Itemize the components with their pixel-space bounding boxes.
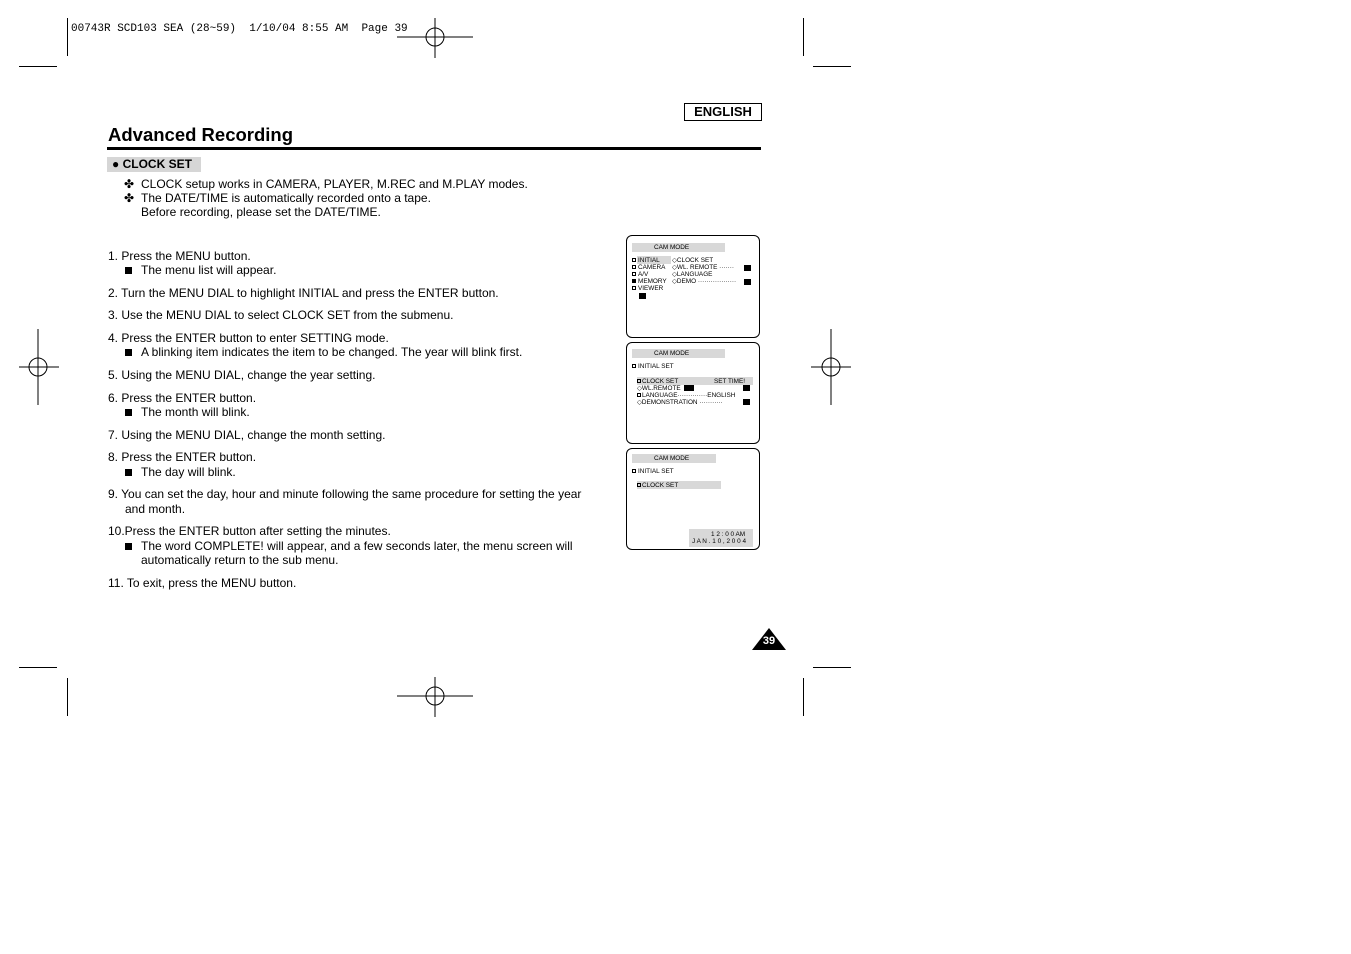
page-number: 39 [762, 635, 776, 647]
viewer-icon [632, 286, 636, 290]
screen-date: J A N . 1 0 , 2 0 0 4 [692, 538, 746, 545]
menu-screen-1: CAM MODE INITIAL CAMERA A/V MEMORY VIEWER ◇CLOCK SET ◇WL. REMOTE ······· ◇LANGUAGE ◇DEMO ·················· [626, 235, 760, 338]
step-8: 8. Press the ENTER button. [108, 450, 257, 464]
cross-icon: ✤ [124, 191, 135, 205]
folder-icon [632, 364, 636, 368]
value-block-icon [684, 385, 694, 391]
camera-icon [632, 265, 636, 269]
registration-mark-left [19, 329, 59, 405]
set-time-label: SET TIME! [714, 378, 746, 385]
step-9-cont: and month. [125, 502, 186, 516]
folder-icon [632, 258, 636, 262]
registration-mark-bottom [397, 677, 473, 717]
value-block-icon [743, 385, 750, 391]
square-bullet-icon [125, 409, 132, 416]
language-label: ENGLISH [684, 103, 762, 121]
square-bullet-icon [125, 543, 132, 550]
step-4: 4. Press the ENTER button to enter SETTING mode. [108, 331, 389, 345]
value-block-icon [743, 399, 750, 405]
section-label: ● CLOCK SET [107, 157, 201, 172]
value-block-icon [744, 265, 751, 271]
screen-heading: INITIAL SET [638, 468, 674, 475]
print-header: 00743R SCD103 SEA (28~59) 1/10/04 8:55 AM Page 39 [71, 23, 408, 35]
screen-mode: CAM MODE [654, 455, 690, 462]
screen-time: 1 2 : 0 0 AM [711, 531, 746, 538]
registration-mark-top [397, 18, 473, 58]
title-rule [107, 147, 761, 150]
registration-mark-right [811, 329, 851, 405]
av-icon [632, 272, 636, 276]
folder-icon [637, 483, 641, 487]
step-6: 6. Press the ENTER button. [108, 391, 257, 405]
step-9: 9. You can set the day, hour and minute following the same procedure for setting the year [108, 487, 582, 501]
clock-set-item: CLOCK SET [642, 482, 679, 489]
screen-mode: CAM MODE [654, 350, 690, 357]
square-bullet-icon [125, 267, 132, 274]
step-2: 2. Turn the MENU DIAL to highlight INITIAL and press the ENTER button. [108, 286, 499, 300]
square-bullet-icon [125, 349, 132, 356]
folder-icon [637, 379, 641, 383]
menu-screen-2: CAM MODE INITIAL SET CLOCK SET SET TIME! ◇WL.REMOTE LANGUAGE··············ENGLISH ◇DEMONSTRATION ··········· [626, 342, 760, 444]
menu-indicator-icon [639, 293, 646, 299]
step-1: 1. Press the MENU button. [108, 249, 251, 263]
menu-screen-3 [626, 448, 760, 550]
cross-icon: ✤ [124, 177, 135, 191]
folder-icon [637, 393, 641, 397]
step-3: 3. Use the MENU DIAL to select CLOCK SET from the submenu. [108, 308, 454, 322]
memory-icon [632, 279, 636, 283]
value-block-icon [744, 279, 751, 285]
page-title: Advanced Recording [108, 124, 294, 145]
step-5: 5. Using the MENU DIAL, change the year setting. [108, 368, 376, 382]
screen-heading: INITIAL SET [638, 363, 674, 370]
step-10: 10.Press the ENTER button after setting the minutes. [108, 524, 391, 538]
square-bullet-icon [125, 469, 132, 476]
screen-mode: CAM MODE [654, 244, 690, 251]
step-11: 11. To exit, press the MENU button. [108, 576, 297, 590]
folder-icon [632, 469, 636, 473]
step-7: 7. Using the MENU DIAL, change the month setting. [108, 428, 386, 442]
